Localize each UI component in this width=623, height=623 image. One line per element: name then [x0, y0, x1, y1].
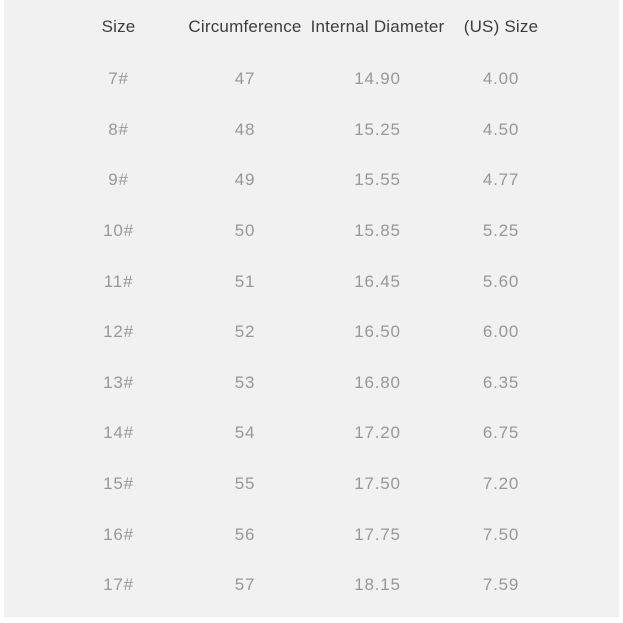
table-cell-us-size: 6.00 — [482, 322, 520, 342]
table-row — [57, 459, 557, 510]
column-header-internal-diameter: Internal Diameter — [310, 17, 445, 36]
table-cell-size: 9# — [108, 170, 129, 190]
table-cell-internal-diameter: 15.85 — [354, 221, 401, 241]
column-header-size: Size — [101, 17, 136, 36]
table-cell-internal-diameter: 16.45 — [354, 271, 401, 291]
table-cell-us-size: 7.50 — [482, 524, 520, 544]
table-cell-internal-diameter: 15.55 — [354, 170, 401, 190]
size-chart-panel — [4, 0, 619, 617]
table-cell-circumference: 47 — [234, 69, 256, 89]
table-cell-circumference: 56 — [234, 524, 256, 544]
table-cell-size: 8# — [108, 119, 129, 139]
table-cell-us-size: 5.60 — [482, 271, 520, 291]
table-cell-circumference: 48 — [234, 119, 256, 139]
table-cell-us-size: 5.25 — [482, 221, 520, 241]
table-cell-circumference: 55 — [234, 474, 256, 494]
table-cell-internal-diameter: 16.80 — [354, 372, 401, 392]
table-cell-size: 14# — [103, 423, 134, 443]
table-cell-circumference: 51 — [234, 271, 256, 291]
ring-size-table — [57, 0, 557, 611]
table-row — [57, 408, 557, 459]
table-cell-size: 13# — [103, 372, 134, 392]
table-row — [57, 105, 557, 156]
table-row — [57, 256, 557, 307]
table-cell-size: 10# — [103, 221, 134, 241]
table-cell-circumference: 50 — [234, 221, 256, 241]
table-cell-size: 7# — [108, 69, 129, 89]
table-cell-internal-diameter: 14.90 — [354, 69, 401, 89]
table-cell-us-size: 7.20 — [482, 474, 520, 494]
table-cell-size: 11# — [103, 271, 134, 291]
table-row — [57, 206, 557, 257]
table-cell-internal-diameter: 15.25 — [354, 119, 401, 139]
table-row — [57, 155, 557, 206]
table-row — [57, 54, 557, 105]
table-cell-circumference: 54 — [234, 423, 256, 443]
table-cell-us-size: 4.50 — [482, 119, 520, 139]
column-header-us-size: (US) Size — [463, 17, 539, 36]
table-cell-circumference: 57 — [234, 575, 256, 595]
table-cell-internal-diameter: 16.50 — [354, 322, 401, 342]
table-cell-internal-diameter: 17.75 — [354, 524, 401, 544]
table-row — [57, 358, 557, 409]
table-cell-size: 12# — [103, 322, 134, 342]
column-header-circumference: Circumference — [188, 17, 302, 36]
table-cell-internal-diameter: 17.50 — [354, 474, 401, 494]
table-cell-us-size: 4.77 — [482, 170, 520, 190]
table-cell-us-size: 6.35 — [482, 372, 520, 392]
table-row — [57, 307, 557, 358]
table-cell-size: 15# — [103, 474, 134, 494]
table-cell-internal-diameter: 18.15 — [354, 575, 401, 595]
table-cell-size: 17# — [103, 575, 134, 595]
table-row — [57, 560, 557, 611]
table-body — [57, 54, 557, 611]
table-cell-circumference: 52 — [234, 322, 256, 342]
table-cell-circumference: 53 — [234, 372, 256, 392]
table-cell-us-size: 7.59 — [482, 575, 520, 595]
table-header-row — [57, 0, 557, 54]
table-cell-internal-diameter: 17.20 — [354, 423, 401, 443]
table-cell-us-size: 4.00 — [482, 69, 520, 89]
table-cell-size: 16# — [103, 524, 134, 544]
table-cell-us-size: 6.75 — [482, 423, 520, 443]
table-cell-circumference: 49 — [234, 170, 256, 190]
table-row — [57, 509, 557, 560]
